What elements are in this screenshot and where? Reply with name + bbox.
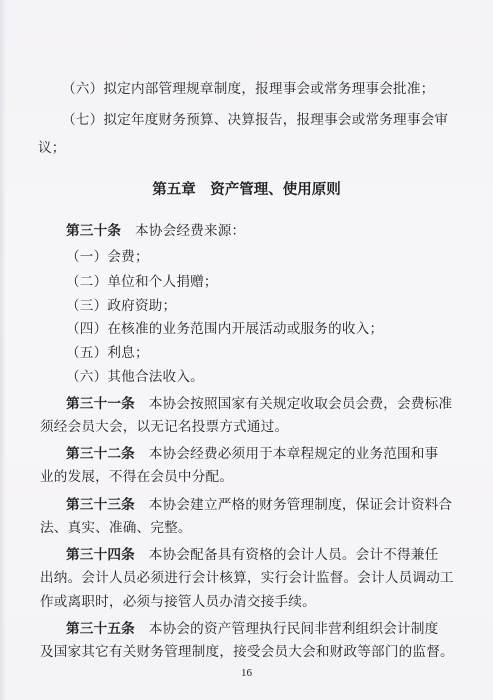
article-31-label: 第三十一条	[66, 396, 135, 412]
article-31-text-1: 本协会按照国家有关规定收取会员会费，会费标准	[148, 396, 453, 412]
income-item-4: （四）在核准的业务范围内开展活动或服务的收入；	[66, 321, 384, 337]
article-34-text-1: 本协会配备具有资格的会计人员。会计不得兼任	[148, 547, 439, 563]
article-31-line-2: 须经会员大会，以无记名投票方式通过。	[40, 419, 289, 435]
article-33-line-2: 法、真实、准确、完整。	[40, 520, 192, 536]
income-item-6: （六）其他合法收入。	[66, 369, 204, 385]
scan-edge	[0, 0, 6, 700]
article-32-text-1: 本协会经费必须用于本章程规定的业务范围和事	[148, 446, 439, 462]
article-32-line-1	[66, 445, 438, 463]
article-34-line-3: 作或离职时，必须与接管人员办清交接手续。	[40, 594, 316, 610]
page-number: 16	[241, 667, 252, 679]
article-32-line-2: 业的发展，不得在会员中分配。	[40, 469, 234, 485]
article-32-label: 第三十二条	[66, 446, 135, 462]
article-30-line	[66, 222, 245, 240]
article-33-text-1: 本协会建立严格的财务管理制度，保证会计资料合	[148, 497, 453, 513]
intro-line-2: （七）拟定年度财务预算、决算报告，报理事会或常务理事会审	[62, 112, 449, 128]
article-33-label: 第三十三条	[66, 497, 135, 513]
article-33-line-1	[66, 496, 452, 514]
chapter-title: 第五章 资产管理、使用原则	[152, 181, 341, 198]
intro-line-3: 议；	[38, 140, 66, 156]
intro-line-1: （六）拟定内部管理规章制度，报理事会或常务理事会批准；	[62, 81, 435, 97]
income-item-2: （二）单位和个人捐赠；	[66, 274, 218, 290]
article-35-line-1	[66, 620, 438, 638]
article-30-label: 第三十条	[66, 223, 122, 239]
article-34-line-2: 出纳。会计人员必须进行会计核算，实行会计监督。会计人员调动工	[40, 570, 454, 586]
article-30-text: 本协会经费来源：	[134, 223, 246, 239]
article-31-line-1	[66, 395, 452, 413]
income-item-1: （一）会费；	[66, 249, 149, 265]
article-35-line-2: 及国家其它有关财务管理制度，接受会员大会和财政等部门的监督。	[40, 644, 454, 660]
article-35-label: 第三十五条	[66, 621, 135, 637]
article-34-line-1	[66, 546, 438, 564]
article-35-text-1: 本协会的资产管理执行民间非营利组织会计制度	[148, 621, 439, 637]
income-item-5: （五）利息；	[66, 345, 149, 361]
income-item-3: （三）政府资助；	[66, 298, 177, 314]
article-34-label: 第三十四条	[66, 547, 135, 563]
